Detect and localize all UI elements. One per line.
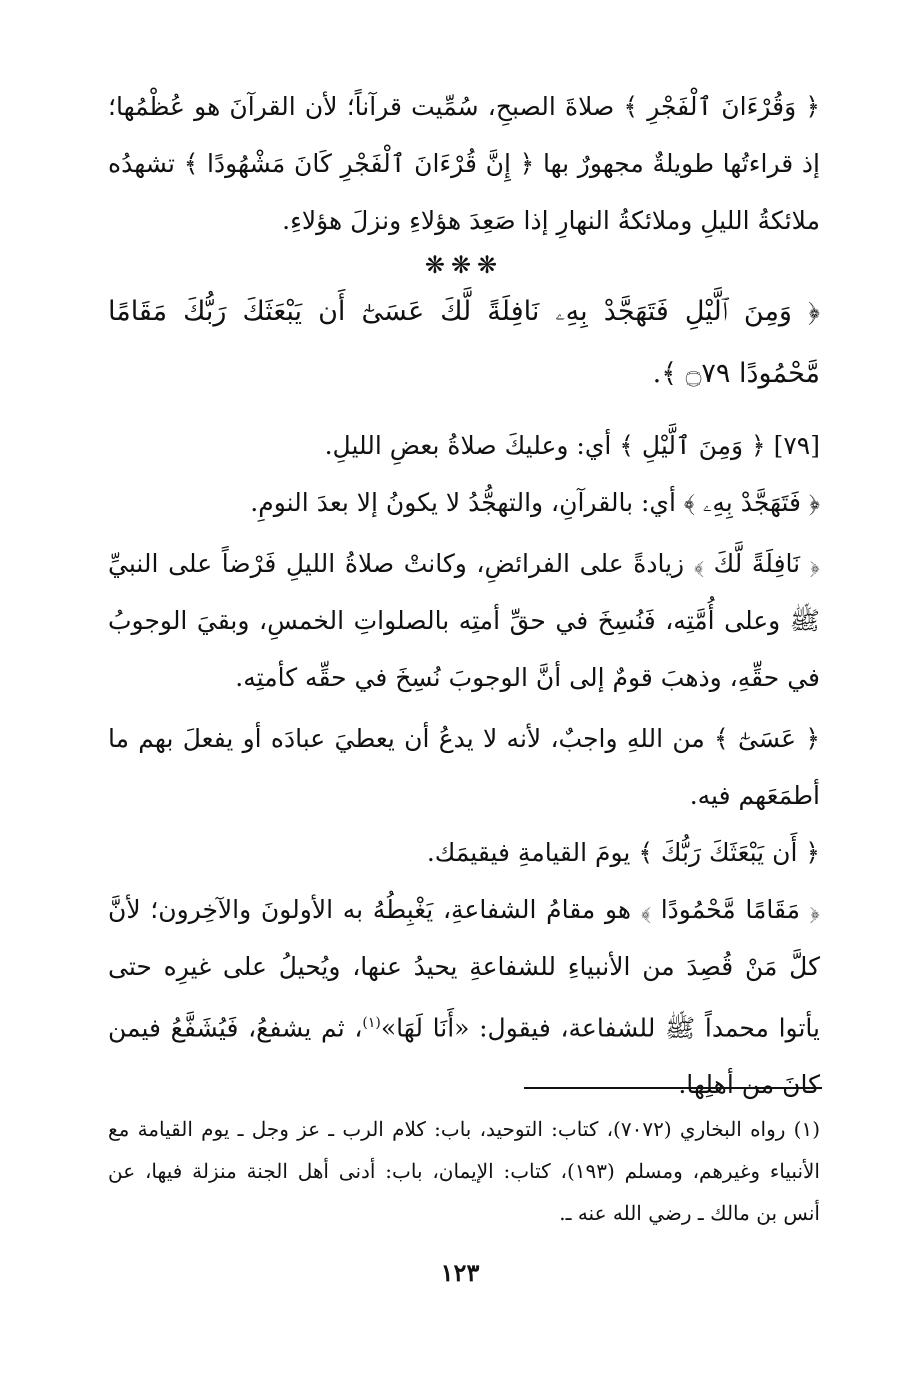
line-fatahajjad: ﴿ فَتَهَجَّدْ بِهِۦ ﴾ أي: بالقرآنِ، والتهجُّدُ لا يكونُ إلا بعدَ النومِ.	[250, 488, 820, 517]
paragraph-nafila: ﴿ نَافِلَةً لَّكَ ﴾ زيادةً على الفرائضِ، وكانتْ صلاةُ الليلِ فَرْضاً على النبيِّ ﷺ وعلى أُمَّتِه، فَنُسِخَ في حقِّ أمتِه بالصلواتِ الخمسِ، وبقيَ الوجوبُ في حقِّهِ، وذهبَ قومٌ إلى أنَّ الوجوبَ نُسِخَ في حقِّه كأمتِه.	[108, 549, 820, 692]
paragraph-asa: ﴿ عَسَىٰٓ ﴾ من اللهِ واجبٌ، لأنه لا يدعُ أن يعطيَ عبادَه أو يفعلَ بهم ما أطمَعَهم فيه.	[108, 724, 820, 810]
quran-verse: ﴿ وَمِنَ ٱلَّيْلِ فَتَهَجَّدْ بِهِۦ نَافِلَةً لَّكَ عَسَىٰٓ أَن يَبْعَثَكَ رَبُّكَ مَقَامًا مَّحْمُودًا ۝٧٩ ﴾.	[108, 296, 820, 389]
footnote: (١) رواه البخاري (٧٠٧٢)، كتاب: التوحيد، باب: كلام الرب ـ عز وجل ـ يوم القيامة مع الأنبياء وغيرهم، ومسلم (١٩٣)، كتاب: الإيمان، باب: أدنى أهل الجنة منزلة فيها، عن أنس بن مالك ـ رضي الله عنه ـ.	[108, 1117, 820, 1225]
paragraph-fajr: ﴿ وَقُرْءَانَ ٱلْفَجْرِ ﴾ صلاةَ الصبحِ، سُمِّيت قرآناً؛ لأن القرآنَ هو عُظْمُها؛ إذ قراءتُها طويلةٌ مجهورٌ بها ﴿ إِنَّ قُرْءَانَ ٱلْفَجْرِ كَانَ مَشْهُودًا ﴾ تشهدُه ملائكةُ الليلِ وملائكةُ النهارِ إذا صَعِدَ هؤلاءِ ونزلَ هؤلاءِ.	[108, 92, 820, 235]
line-yabathak: ﴿ أَن يَبْعَثَكَ رَبُّكَ ﴾ يومَ القيامةِ فيقيمَك.	[426, 838, 820, 867]
line-wa-mina-al-layl: [٧٩] ﴿ وَمِنَ ٱلَّيْلِ ﴾ أي: وعليكَ صلاةُ بعضِ الليلِ.	[324, 431, 820, 460]
paragraph-maqam-mahmud	[108, 881, 820, 1113]
paragraph-maqam-text-b: ، ثم يشفعُ، فَيُشَفَّعُ فيمن كانَ من أهلِها.	[108, 1013, 820, 1100]
paragraph-maqam-text-a: ﴿ مَقَامًا مَّحْمُودًا ﴾ هو مقامُ الشفاعةِ، يَغْبِطُهُ به الأولونَ والآخِرون؛ لأنَّ كلَّ مَنْ قُصِدَ من الأنبياءِ للشفاعةِ يحيدُ عنها، ويُحيلُ على غيرِه حتى يأتوا محمداً ﷺ للشفاعة، فيقول: «أَنَا لَهَا»	[108, 895, 821, 1043]
section-separator: ❋❋❋	[424, 251, 504, 279]
footnote-marker: (١)	[362, 1015, 381, 1031]
footnote-divider	[524, 1087, 822, 1089]
page-number: ١٢٣	[440, 1258, 480, 1287]
